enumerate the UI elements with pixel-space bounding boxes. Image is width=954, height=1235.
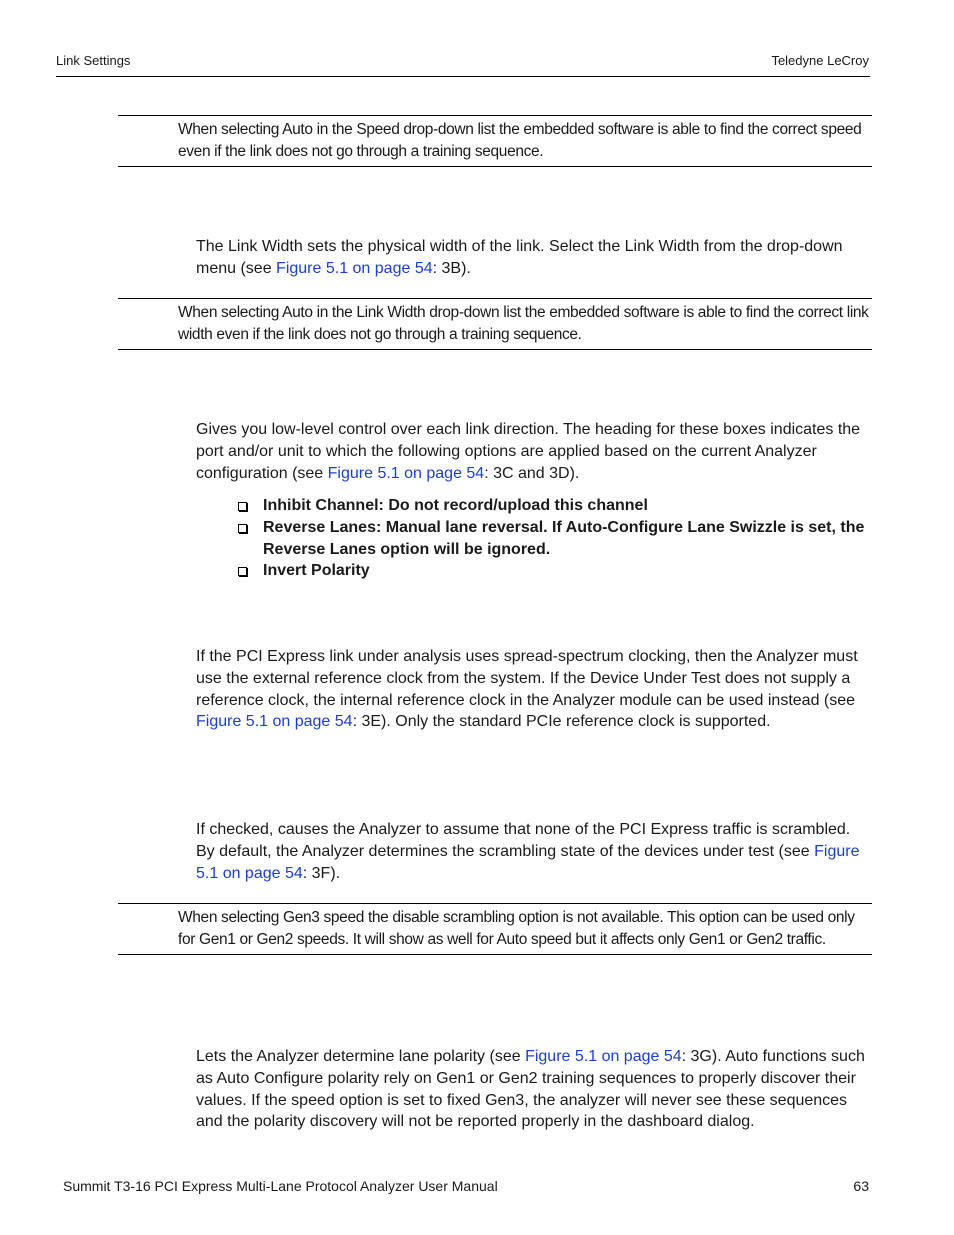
list-item-text: Invert Polarity	[263, 562, 370, 580]
figure-link[interactable]: Figure 5.1 on page 54	[276, 259, 433, 277]
paragraph-text: : 3F).	[302, 864, 341, 882]
list-item	[236, 495, 872, 517]
direction-options-list	[236, 495, 872, 582]
page-number: 63	[853, 1178, 869, 1194]
paragraph-text: : 3C and 3D).	[484, 464, 580, 482]
running-header-section: Link Settings	[56, 53, 131, 68]
scrambling-paragraph	[196, 819, 872, 884]
checkbox-bullet-icon	[238, 502, 247, 511]
paragraph-text: : 3G). Auto functions such as Auto Configure polarity rely on Gen1 or Gen2 training sequences to properly discover their values. If the speed option is set to fixed Gen3, the analyzer will never see these sequences and the polarity discovery will not be reported properly in the dashboard dialog.	[196, 1048, 865, 1131]
figure-link[interactable]: Figure 5.1 on page 54	[196, 713, 353, 731]
note-text: When selecting Gen3 speed the disable scrambling option is not available. This option can be used only for Gen1 or Gen2 speeds. It will show as well for Auto speed but it affects only Gen1 or Gen2 traffic.	[178, 909, 855, 948]
paragraph-text: Lets the Analyzer determine lane polarity (see	[196, 1048, 526, 1065]
lane-polarity-paragraph	[196, 1046, 872, 1133]
note-text: When selecting Auto in the Link Width drop-down list the embedded software is able to find the correct link width even if the link does not go through a training sequence.	[178, 304, 869, 343]
paragraph-text: : 3E). Only the standard PCIe reference clock is supported.	[352, 713, 771, 731]
figure-link[interactable]: Figure 5.1 on page 54	[525, 1048, 682, 1065]
figure-link[interactable]: Figure 5.1 on page 54	[327, 464, 485, 482]
paragraph-text: If checked, causes the Analyzer to assume that none of the PCI Express traffic is scrambled. By default, the Analyzer determines the scrambling state of the devices under test (see	[196, 821, 851, 860]
running-header-company: Teledyne LeCroy	[771, 53, 869, 68]
checkbox-bullet-icon	[238, 567, 247, 576]
figure-link[interactable]: Figure 5.1 on page 54	[196, 842, 860, 882]
note-link-width-auto	[118, 298, 872, 350]
list-item	[236, 560, 872, 582]
paragraph-text: Gives you low-level control over each link direction. The heading for these boxes indicates the port and/or unit to which the following options are applied based on the current Analyzer configuration (see	[196, 421, 861, 482]
list-item-text: Inhibit Channel: Do not record/upload this channel	[263, 497, 648, 514]
note-gen3-scrambling	[118, 903, 872, 955]
note-speed-auto	[118, 115, 872, 167]
footer-manual-title: Summit T3-16 PCI Express Multi-Lane Protocol Analyzer User Manual	[63, 1178, 498, 1194]
list-item-text: Reverse Lanes: Manual lane reversal. If Auto-Configure Lane Swizzle is set, the Reverse Lanes option will be ignored.	[263, 518, 865, 558]
reference-clock-paragraph	[196, 646, 872, 733]
header-rule	[56, 76, 870, 77]
paragraph-text: The Link Width sets the physical width of the link. Select the Link Width from the drop-down menu (see	[196, 238, 843, 277]
list-item	[236, 517, 872, 561]
paragraph-text: : 3B).	[432, 259, 471, 277]
checkbox-bullet-icon	[238, 524, 247, 533]
link-width-paragraph	[196, 236, 872, 280]
link-direction-paragraph	[196, 419, 872, 484]
paragraph-text: If the PCI Express link under analysis uses spread-spectrum clocking, then the Analyzer must use the external reference clock from the system. If the Device Under Test does not supply a reference clock, the internal reference clock in the Analyzer module can be used instead (see	[196, 648, 858, 709]
note-text: When selecting Auto in the Speed drop-down list the embedded software is able to find the correct speed even if the link does not go through a training sequence.	[178, 121, 862, 160]
